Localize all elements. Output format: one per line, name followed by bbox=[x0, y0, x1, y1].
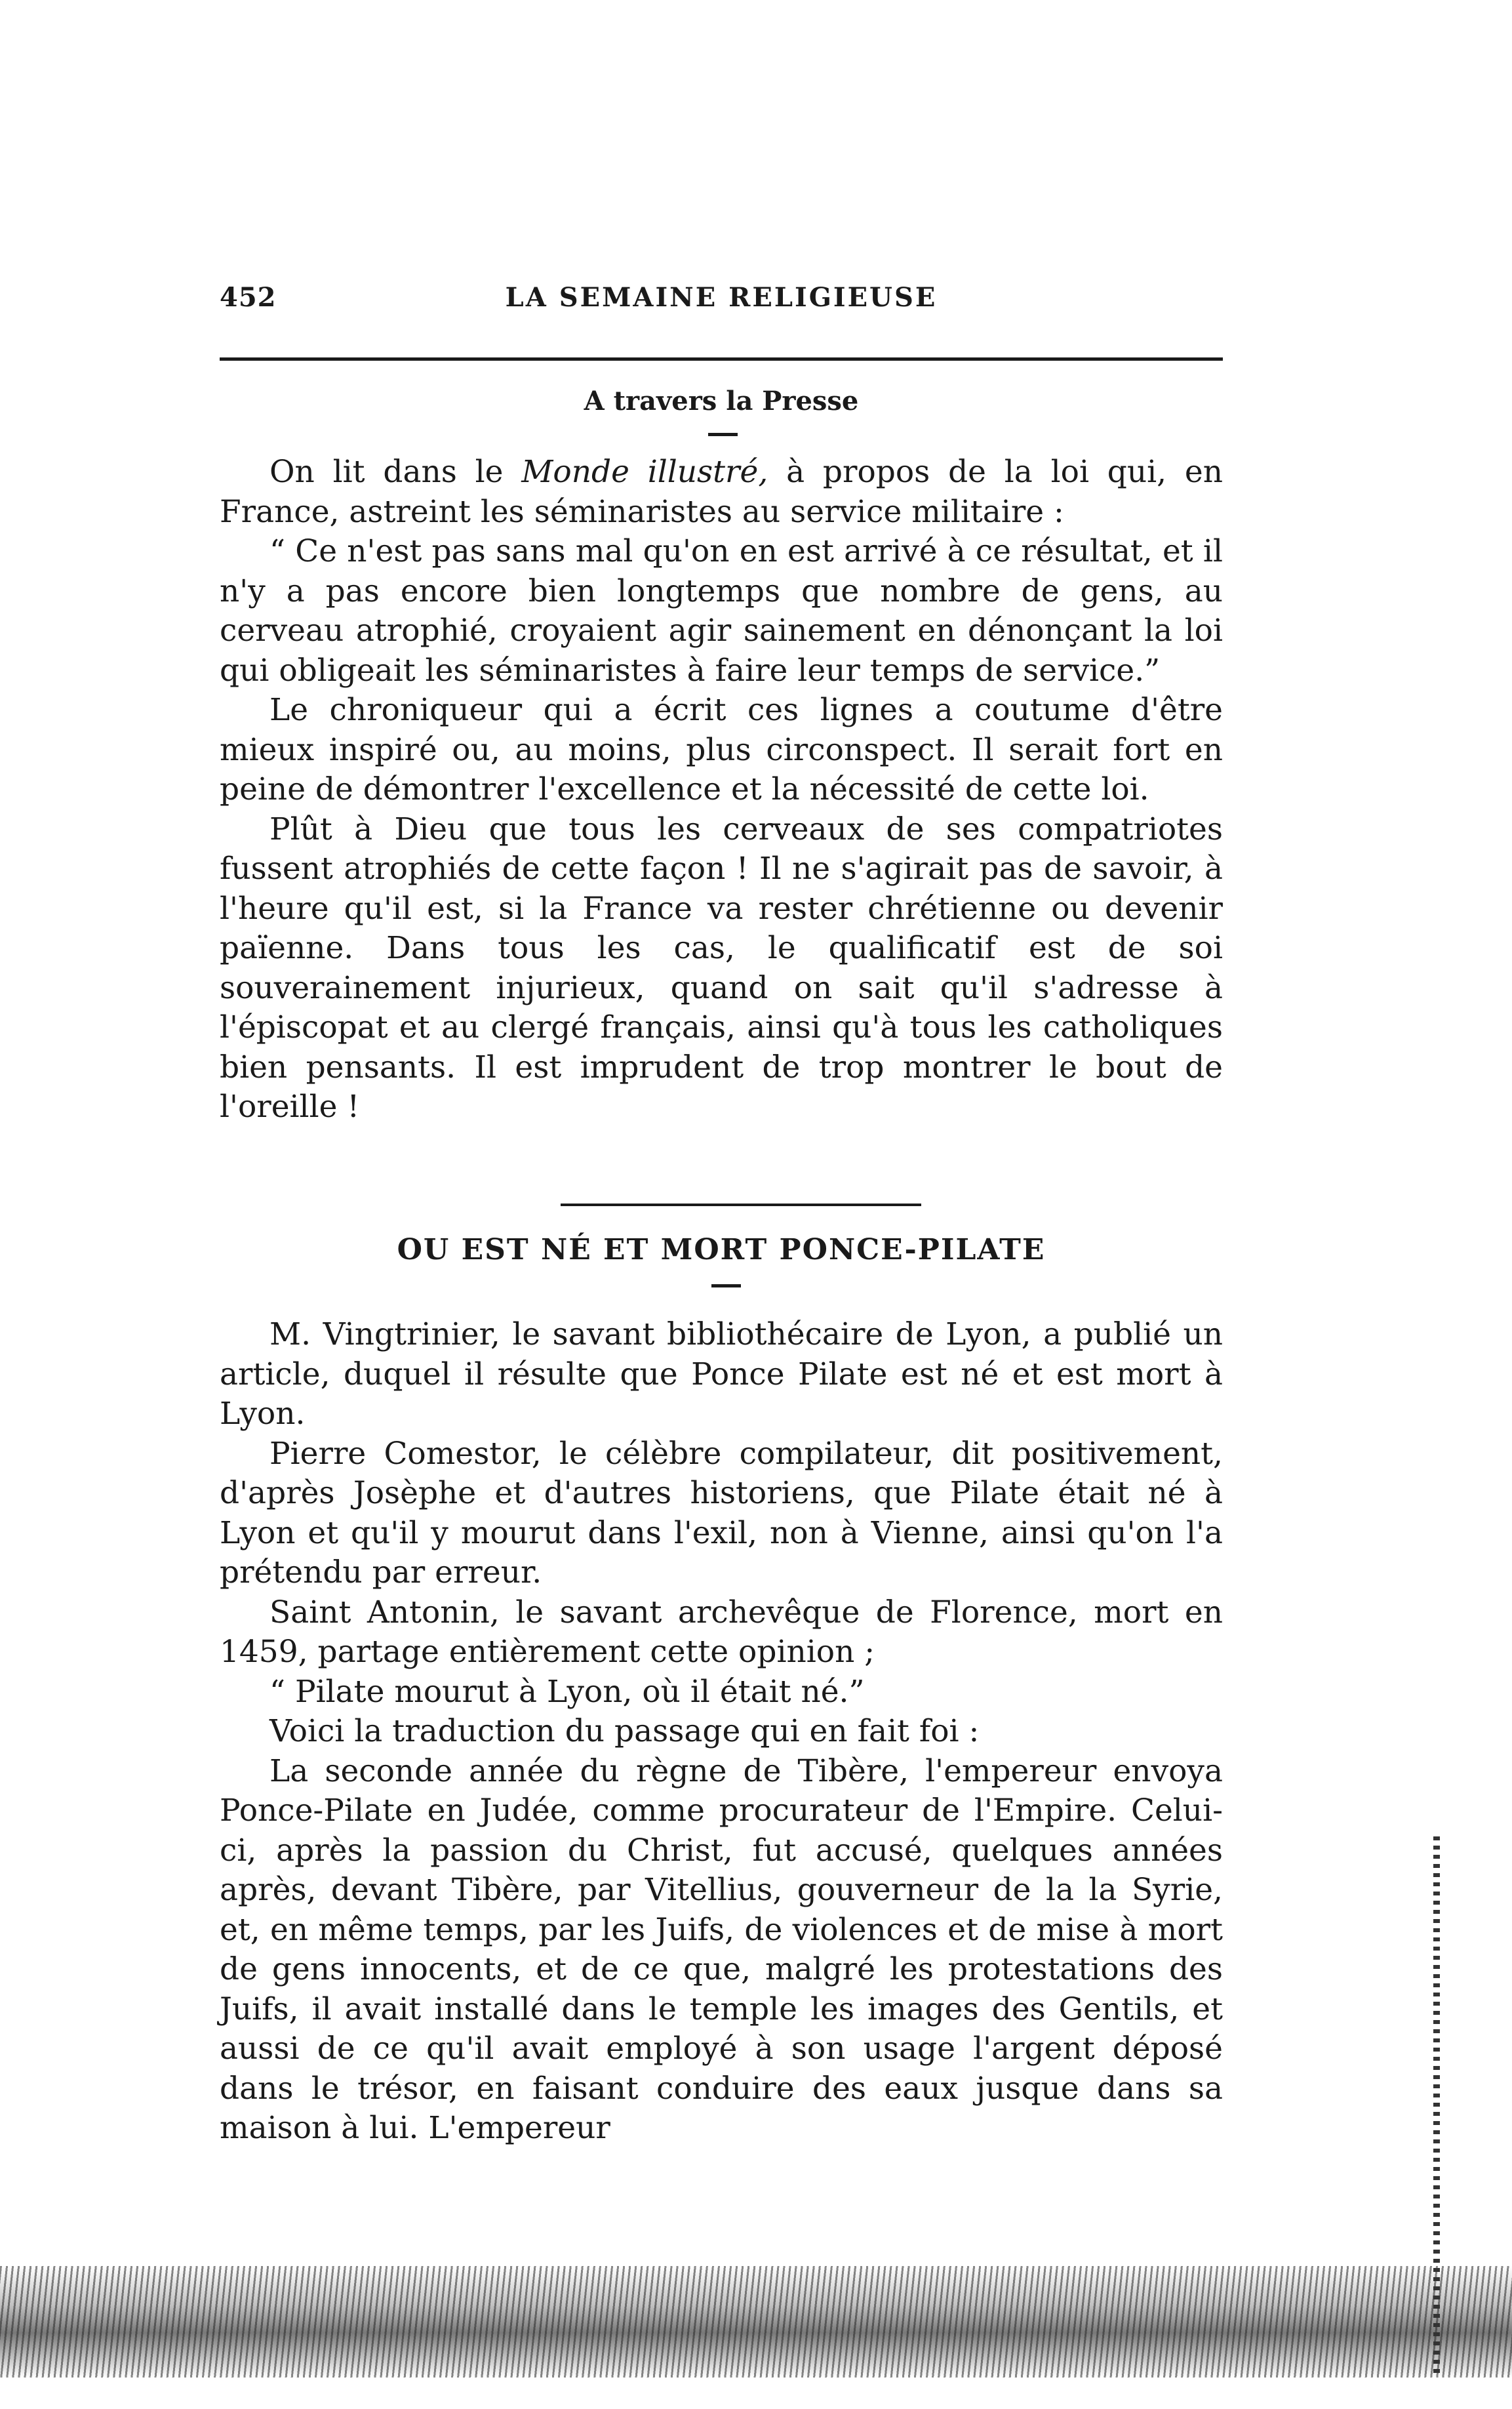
quotation: “ Pilate mourut à Lyon, où il était né.” bbox=[269, 1673, 865, 1710]
scan-shadow-bottom bbox=[0, 2266, 1512, 2378]
section-separator bbox=[561, 1204, 921, 1206]
paragraph: Saint Antonin, le savant archevêque de Florence, mort en 1459, partage entièrement cette opinion ; bbox=[220, 1594, 1223, 1670]
press-article bbox=[220, 453, 1223, 1127]
journal-title: LA SEMAINE RELIGIEUSE bbox=[505, 282, 938, 313]
section-title-pilate: OU EST NÉ ET MORT PONCE-PILATE bbox=[397, 1233, 1046, 1266]
page-number: 452 bbox=[220, 282, 277, 313]
title-dash bbox=[711, 1284, 741, 1287]
paragraph: Pierre Comestor, le célèbre compilateur, dit positivement, d'après Josèphe et d'autres historiens, que Pilate était né à Lyon et qu'il y mourut dans l'exil, non à Vienne, ainsi qu'on l'a prétendu par erreur. bbox=[220, 1435, 1223, 1590]
cited-title: Monde illustré, bbox=[521, 454, 768, 490]
paragraph: Voici la traduction du passage qui en fait foi : bbox=[269, 1713, 980, 1749]
paragraph: Plût à Dieu que tous les cerveaux de ses compatriotes fussent atrophiés de cette façon ! Il ne s'agirait pas de savoir, à l'heure qu'il est, si la France va rester chrétienne ou devenir païenne. Dans tous les cas, le qualificatif est de soi souverainement injurieux, quand on sait qu'il s'adresse à l'épiscopat et au clergé français, ainsi qu'à tous les catholiques bien pensants. Il est imprudent de trop montrer le bout de l'oreille ! bbox=[220, 811, 1223, 1125]
section-title-press: A travers la Presse bbox=[584, 386, 859, 416]
paragraph: La seconde année du règne de Tibère, l'empereur envoya Ponce-Pilate en Judée, comme procurateur de l'Empire. Celui-ci, après la passion du Christ, fut accusé, quelques années après, devant Tibère, par Vitellius, gouverneur de la la Syrie, et, en même temps, par les Juifs, de violences et de mise à mort de gens innocents, et de ce que, malgré les protestations des Juifs, il avait installé dans le temple les images des Gentils, et aussi de ce qu'il avait employé à son usage l'argent déposé dans le trésor, en faisant conduire des eaux jusque dans sa maison à lui. L'empereur bbox=[220, 1752, 1223, 2146]
paragraph: On lit dans le Monde illustré, à propos de la loi qui, en France, astreint les séminaristes au service militaire : bbox=[220, 454, 1223, 530]
header-rule bbox=[220, 357, 1223, 361]
quotation: “ Ce n'est pas sans mal qu'on en est arrivé à ce résultat, et il n'y a pas encore bien longtemps que nombre de gens, au cerveau atrophié, croyaient agir sainement en dénonçant la loi qui obligeait les séminaristes à faire leur temps de service.” bbox=[220, 533, 1223, 689]
title-dash bbox=[708, 433, 738, 436]
scan-shadow-right bbox=[1433, 1836, 1440, 2374]
paragraph: M. Vingtrinier, le savant bibliothécaire de Lyon, a publié un article, duquel il résulte que Ponce Pilate est né et est mort à Lyon. bbox=[220, 1316, 1223, 1432]
running-head bbox=[220, 282, 1223, 328]
pilate-article bbox=[220, 1315, 1223, 2149]
paragraph: Le chroniqueur qui a écrit ces lignes a coutume d'être mieux inspiré ou, au moins, plus circonspect. Il serait fort en peine de démontrer l'excellence et la nécessité de cette loi. bbox=[220, 692, 1223, 807]
